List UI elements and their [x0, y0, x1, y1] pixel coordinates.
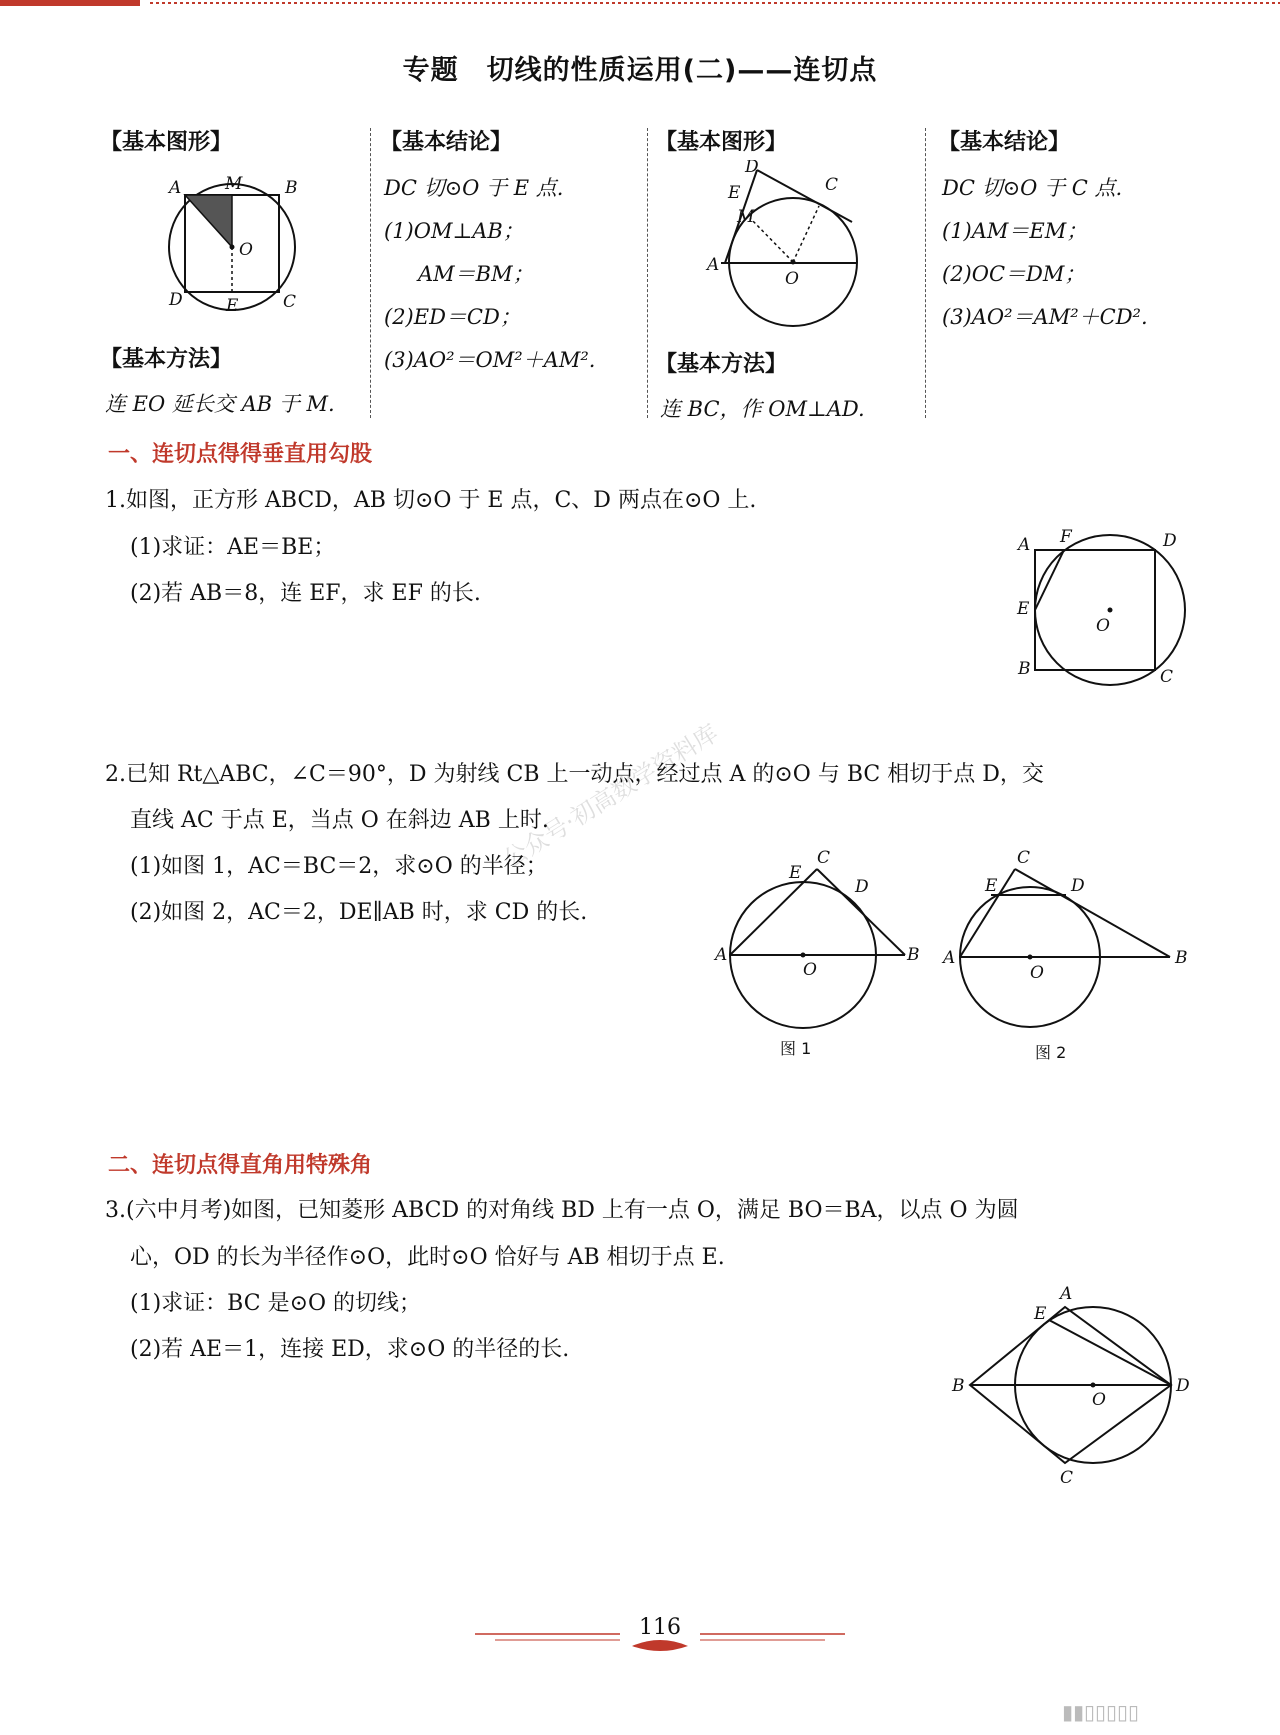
fig-b-label-m: M [737, 207, 755, 227]
fig-b-label-o: O [785, 269, 799, 289]
q2a-label-e: E [789, 863, 802, 883]
fig-b-label-e: E [728, 183, 741, 203]
fig-a-label-o: O [239, 240, 253, 260]
q2b-label-e: E [985, 876, 998, 896]
top-decoration [0, 0, 1280, 8]
basic-conclusion-left [380, 125, 630, 425]
q3-label-o: O [1092, 1390, 1106, 1410]
conclusion-right-3: (2)OC＝DM； [942, 262, 1086, 286]
conclusion-header-left: 【基本结论】 [380, 130, 513, 155]
conclusion-right-1: DC 切⊙O 于 C 点. [942, 176, 1123, 200]
q2a-label-a: A [715, 945, 728, 965]
q2-line-2: 直线 AC 于点 E，当点 O 在斜边 AB 上时. [130, 808, 549, 833]
basic-figure-right [655, 125, 915, 425]
q3-line-3: (1)求证：BC 是⊙O 的切线； [130, 1291, 422, 1316]
q2b-label-o: O [1030, 963, 1044, 983]
q1-label-e: E [1017, 599, 1030, 619]
q2b-label-c: C [1017, 848, 1031, 868]
q2-line-4: (2)如图 2，AC＝2，DE∥AB 时，求 CD 的长. [130, 900, 588, 925]
method-header-left: 【基本方法】 [100, 347, 233, 372]
conclusion-left-4: (2)ED＝CD； [384, 305, 521, 329]
conclusion-right-4: (3)AO²＝AM²＋CD². [942, 305, 1148, 329]
q2-fig1-caption: 图 1 [780, 1039, 812, 1058]
q3-figure [940, 1275, 1210, 1500]
basic-conclusion-right [938, 125, 1218, 425]
figure-header-right: 【基本图形】 [655, 130, 788, 155]
method-header-right: 【基本方法】 [655, 352, 788, 377]
q1-label-f: F [1060, 527, 1072, 547]
page-number: 116 [639, 1615, 681, 1640]
fig-a-label-d: D [169, 290, 183, 310]
fig-a-label-e: E [226, 296, 239, 315]
conclusion-right-2: (1)AM＝EM； [942, 219, 1088, 243]
q2a-label-b: B [907, 945, 920, 965]
figure-tangent-circle [695, 160, 895, 330]
conclusion-left-3: AM＝BM； [418, 262, 534, 286]
q1-figure [1000, 520, 1200, 700]
q2b-label-b: B [1175, 948, 1188, 968]
q3-label-b: B [952, 1376, 965, 1396]
method-left: 连 EO 延长交 AB 于 M. [105, 392, 335, 416]
conclusion-left-5: (3)AO²＝OM²＋AM². [384, 348, 596, 372]
fig-a-label-c: C [283, 292, 297, 312]
q1-line-2: (1)求证：AE＝BE； [130, 535, 336, 560]
conclusion-header-right: 【基本结论】 [938, 130, 1071, 155]
q3-line-4: (2)若 AE＝1，连接 ED，求⊙O 的半径的长. [130, 1337, 570, 1362]
q2a-label-c: C [817, 848, 831, 868]
q2a-label-o: O [803, 960, 817, 980]
q2-line-3: (1)如图 1，AC＝BC＝2，求⊙O 的半径； [130, 854, 548, 879]
q3-label-e: E [1034, 1304, 1047, 1324]
section-2-heading: 二、连切点得直角用特殊角 [108, 1153, 373, 1178]
viewer-toggle-icon[interactable]: ▮▮▯▯▯▯▯ [1062, 1700, 1140, 1724]
q2-figure-2 [935, 845, 1205, 1045]
fig-a-label-b: B [285, 178, 298, 198]
method-right: 连 BC，作 OM⊥AD. [660, 397, 865, 421]
figure-square-circle [155, 165, 355, 315]
q3-line-2: 心，OD 的长为半径作⊙O，此时⊙O 恰好与 AB 相切于点 E. [130, 1245, 725, 1270]
q2-figure-1 [705, 845, 935, 1045]
q1-line-1: 1.如图，正方形 ABCD，AB 切⊙O 于 E 点，C、D 两点在⊙O 上. [105, 488, 757, 513]
basic-figure-left [100, 125, 350, 425]
q2b-label-a: A [943, 948, 956, 968]
conclusion-left-2: (1)OM⊥AB； [384, 219, 524, 243]
q3-line-1: 3.(六中月考)如图，已知菱形 ABCD 的对角线 BD 上有一点 O，满足 BO＝BA，以点 O 为圆 [105, 1198, 1019, 1223]
q3-label-d: D [1176, 1376, 1190, 1396]
fig-b-label-d: D [745, 160, 759, 177]
fig-b-label-a: A [707, 255, 720, 275]
divider-1 [370, 128, 371, 418]
q1-label-a: A [1018, 535, 1031, 555]
divider-2 [647, 128, 648, 418]
page-title: 专题 切线的性质运用(二)——连切点 [402, 55, 878, 86]
fig-a-label-a: A [169, 178, 182, 198]
q1-label-o: O [1096, 616, 1110, 636]
figure-header-left: 【基本图形】 [100, 130, 233, 155]
q1-label-d: D [1163, 531, 1177, 551]
q2a-label-d: D [855, 877, 869, 897]
q1-label-c: C [1160, 667, 1174, 687]
section-1-heading: 一、连切点得得垂直用勾股 [108, 442, 373, 467]
q1-label-b: B [1018, 659, 1031, 679]
q2b-label-d: D [1071, 876, 1085, 896]
divider-3 [925, 128, 926, 418]
fig-a-label-m: M [225, 174, 243, 194]
q2-fig2-caption: 图 2 [1035, 1043, 1067, 1062]
q3-label-c: C [1060, 1468, 1074, 1488]
q1-line-3: (2)若 AB＝8，连 EF，求 EF 的长. [130, 581, 481, 606]
q3-label-a: A [1060, 1284, 1073, 1304]
fig-b-label-c: C [825, 175, 839, 195]
q2-line-1: 2.已知 Rt△ABC，∠C＝90°，D 为射线 CB 上一动点，经过点 A 的⊙O 与 BC 相切于点 D，交 [105, 762, 1044, 787]
conclusion-left-1: DC 切⊙O 于 E 点. [384, 176, 564, 200]
watermark: 公众号·初高数学资料库 [498, 718, 724, 874]
